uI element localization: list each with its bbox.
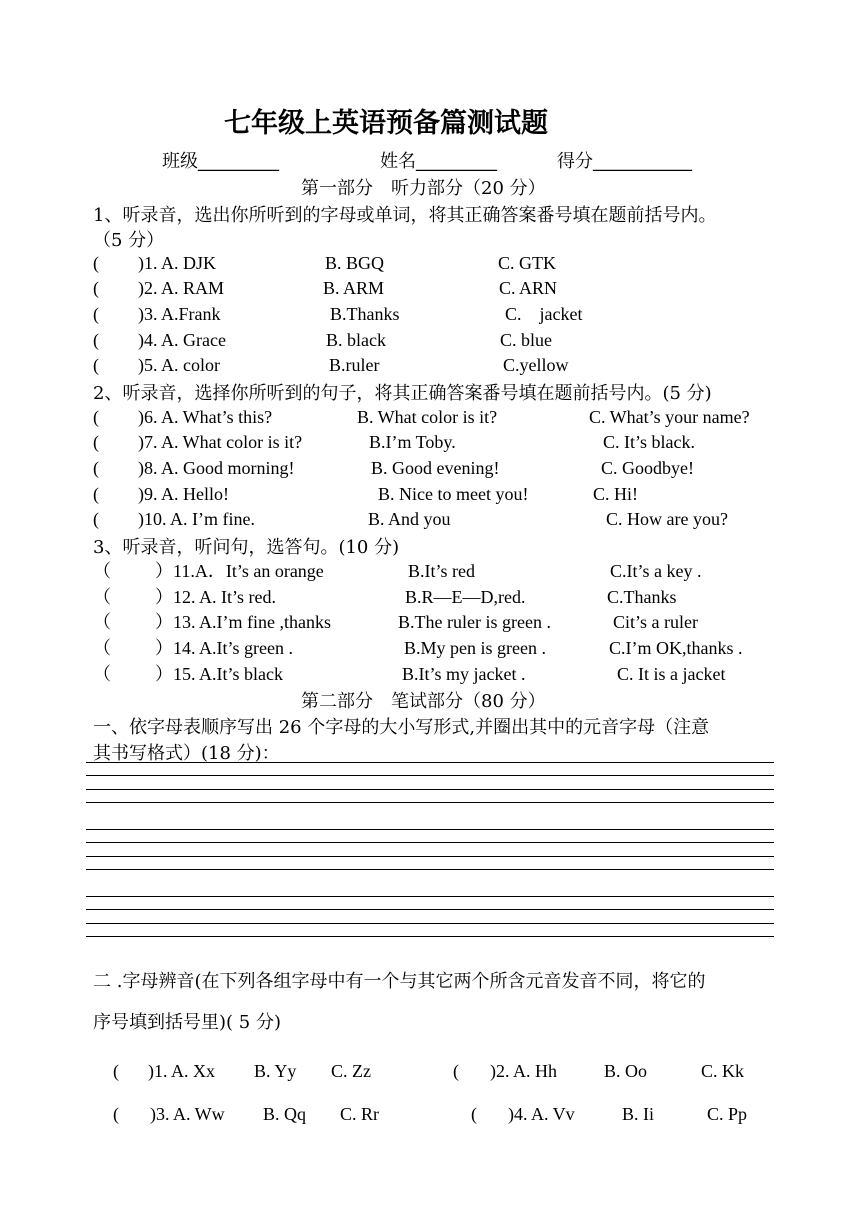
option-a: )2. A. Hh: [490, 1061, 557, 1081]
option-b: B. What color is it?: [357, 407, 498, 427]
answer-paren: (: [113, 1104, 119, 1124]
option-c: C. How are you?: [606, 509, 728, 529]
option-b: B. black: [326, 330, 386, 350]
option-c: C. blue: [500, 330, 552, 350]
option-a: )1. A. Xx: [148, 1061, 215, 1081]
answer-paren: (: [93, 253, 99, 273]
option-b: B.I’m Toby.: [369, 432, 456, 452]
option-b: B.The ruler is green .: [398, 612, 551, 632]
answer-paren: （: [93, 561, 111, 581]
option-c: C. It is a jacket: [617, 664, 726, 684]
option-b: B.It’s my jacket .: [402, 664, 526, 684]
option-a: ）11.A．It’s an orange: [155, 561, 324, 581]
answer-paren: (: [93, 509, 99, 529]
option-a: )10. A. I’m fine.: [138, 509, 255, 529]
answer-paren: (: [453, 1061, 459, 1081]
option-b: B. Good evening!: [371, 458, 500, 478]
option-c: C. GTK: [498, 253, 556, 273]
option-c: C. Kk: [701, 1061, 745, 1081]
option-a: )4. A. Grace: [138, 330, 226, 350]
s2-instruction: 2、听录音，选择你所听到的句子，将其正确答案番号填在题前括号内。(5 分): [93, 383, 712, 404]
option-b: B.ruler: [329, 355, 380, 375]
option-b: B. BGQ: [325, 253, 385, 273]
option-a: )1. A. DJK: [138, 253, 217, 273]
option-a: ）12. A. It’s red.: [155, 587, 276, 607]
option-c: C.yellow: [503, 355, 569, 375]
answer-paren: (: [93, 458, 99, 478]
option-a: )3. A. Ww: [150, 1104, 225, 1124]
q1-instruction: 一、依字母表顺序写出 26 个字母的大小写形式,并圈出其中的元音字母（注意: [93, 717, 710, 738]
option-b: B. Ii: [622, 1104, 655, 1124]
option-c: C. Pp: [707, 1104, 748, 1124]
name-field: 姓名_________: [380, 151, 497, 172]
option-c: C. Goodbye!: [601, 458, 694, 478]
score-field: 得分___________: [557, 151, 692, 172]
answer-paren: （: [93, 664, 111, 684]
option-b: B.It’s red: [408, 561, 475, 581]
option-c: C. Hi!: [593, 484, 638, 504]
option-a: )6. A. What’s this?: [138, 407, 273, 427]
answer-paren: (: [93, 304, 99, 324]
option-a: )3. A.Frank: [138, 304, 221, 324]
answer-paren: (: [93, 355, 99, 375]
answer-paren: （: [93, 612, 111, 632]
answer-paren: (: [93, 330, 99, 350]
answer-paren: （: [93, 638, 111, 658]
class-field: 班级_________: [162, 151, 279, 172]
answer-paren: (: [471, 1104, 477, 1124]
option-b: B. Yy: [254, 1061, 297, 1081]
option-c: C.Thanks: [607, 587, 677, 607]
answer-paren: (: [93, 407, 99, 427]
option-c: C. What’s your name?: [589, 407, 750, 427]
q2-instruction-cont: 序号填到括号里)( 5 分): [93, 1012, 281, 1033]
option-a: )5. A. color: [138, 355, 220, 375]
s3-instruction: 3、听录音，听问句，选答句。(10 分): [93, 537, 400, 558]
option-c: C. It’s black.: [603, 432, 695, 452]
answer-paren: (: [113, 1061, 119, 1081]
option-a: ）13. A.I’m fine ,thanks: [155, 612, 331, 632]
option-c: C. Zz: [331, 1061, 371, 1081]
option-b: B. Nice to meet you!: [378, 484, 529, 504]
s1-instruction-points: （5 分）: [93, 230, 165, 251]
q1-instruction-cont: 其书写格式）(18 分)：: [93, 743, 280, 764]
q2-instruction: 二 .字母辨音(在下列各组字母中有一个与其它两个所含元音发音不同，将它的: [93, 971, 706, 992]
option-b: B. And you: [368, 509, 451, 529]
option-a: )8. A. Good morning!: [138, 458, 295, 478]
part1-heading: 第一部分 听力部分（20 分）: [301, 178, 546, 199]
answer-paren: (: [93, 278, 99, 298]
option-b: B. Oo: [604, 1061, 648, 1081]
option-a: )2. A. RAM: [138, 278, 225, 298]
option-a: ）14. A.It’s green .: [155, 638, 293, 658]
s1-instruction: 1、听录音，选出你所听到的字母或单词，将其正确答案番号填在题前括号内。: [93, 205, 717, 226]
option-a: )7. A. What color is it?: [138, 432, 303, 452]
option-b: B.Thanks: [330, 304, 400, 324]
option-c: Cit’s a ruler: [613, 612, 698, 632]
option-a: ）15. A.It’s black: [155, 664, 283, 684]
option-b: B. Qq: [263, 1104, 307, 1124]
option-a: )4. A. Vv: [508, 1104, 575, 1124]
answer-paren: （: [93, 587, 111, 607]
page-title: 七年级上英语预备篇测试题: [224, 108, 548, 139]
answer-paren: (: [93, 432, 99, 452]
part2-heading: 第二部分 笔试部分（80 分）: [301, 691, 546, 712]
option-a: )9. A. Hello!: [138, 484, 229, 504]
option-c: C. ARN: [499, 278, 558, 298]
option-b: B.My pen is green .: [404, 638, 546, 658]
option-b: B. ARM: [323, 278, 385, 298]
option-c: C.I’m OK,thanks .: [609, 638, 743, 658]
answer-paren: (: [93, 484, 99, 504]
option-c: C. jacket: [505, 304, 583, 324]
option-b: B.R—E—D,red.: [405, 587, 526, 607]
option-c: C.It’s a key .: [610, 561, 702, 581]
option-c: C. Rr: [340, 1104, 380, 1124]
